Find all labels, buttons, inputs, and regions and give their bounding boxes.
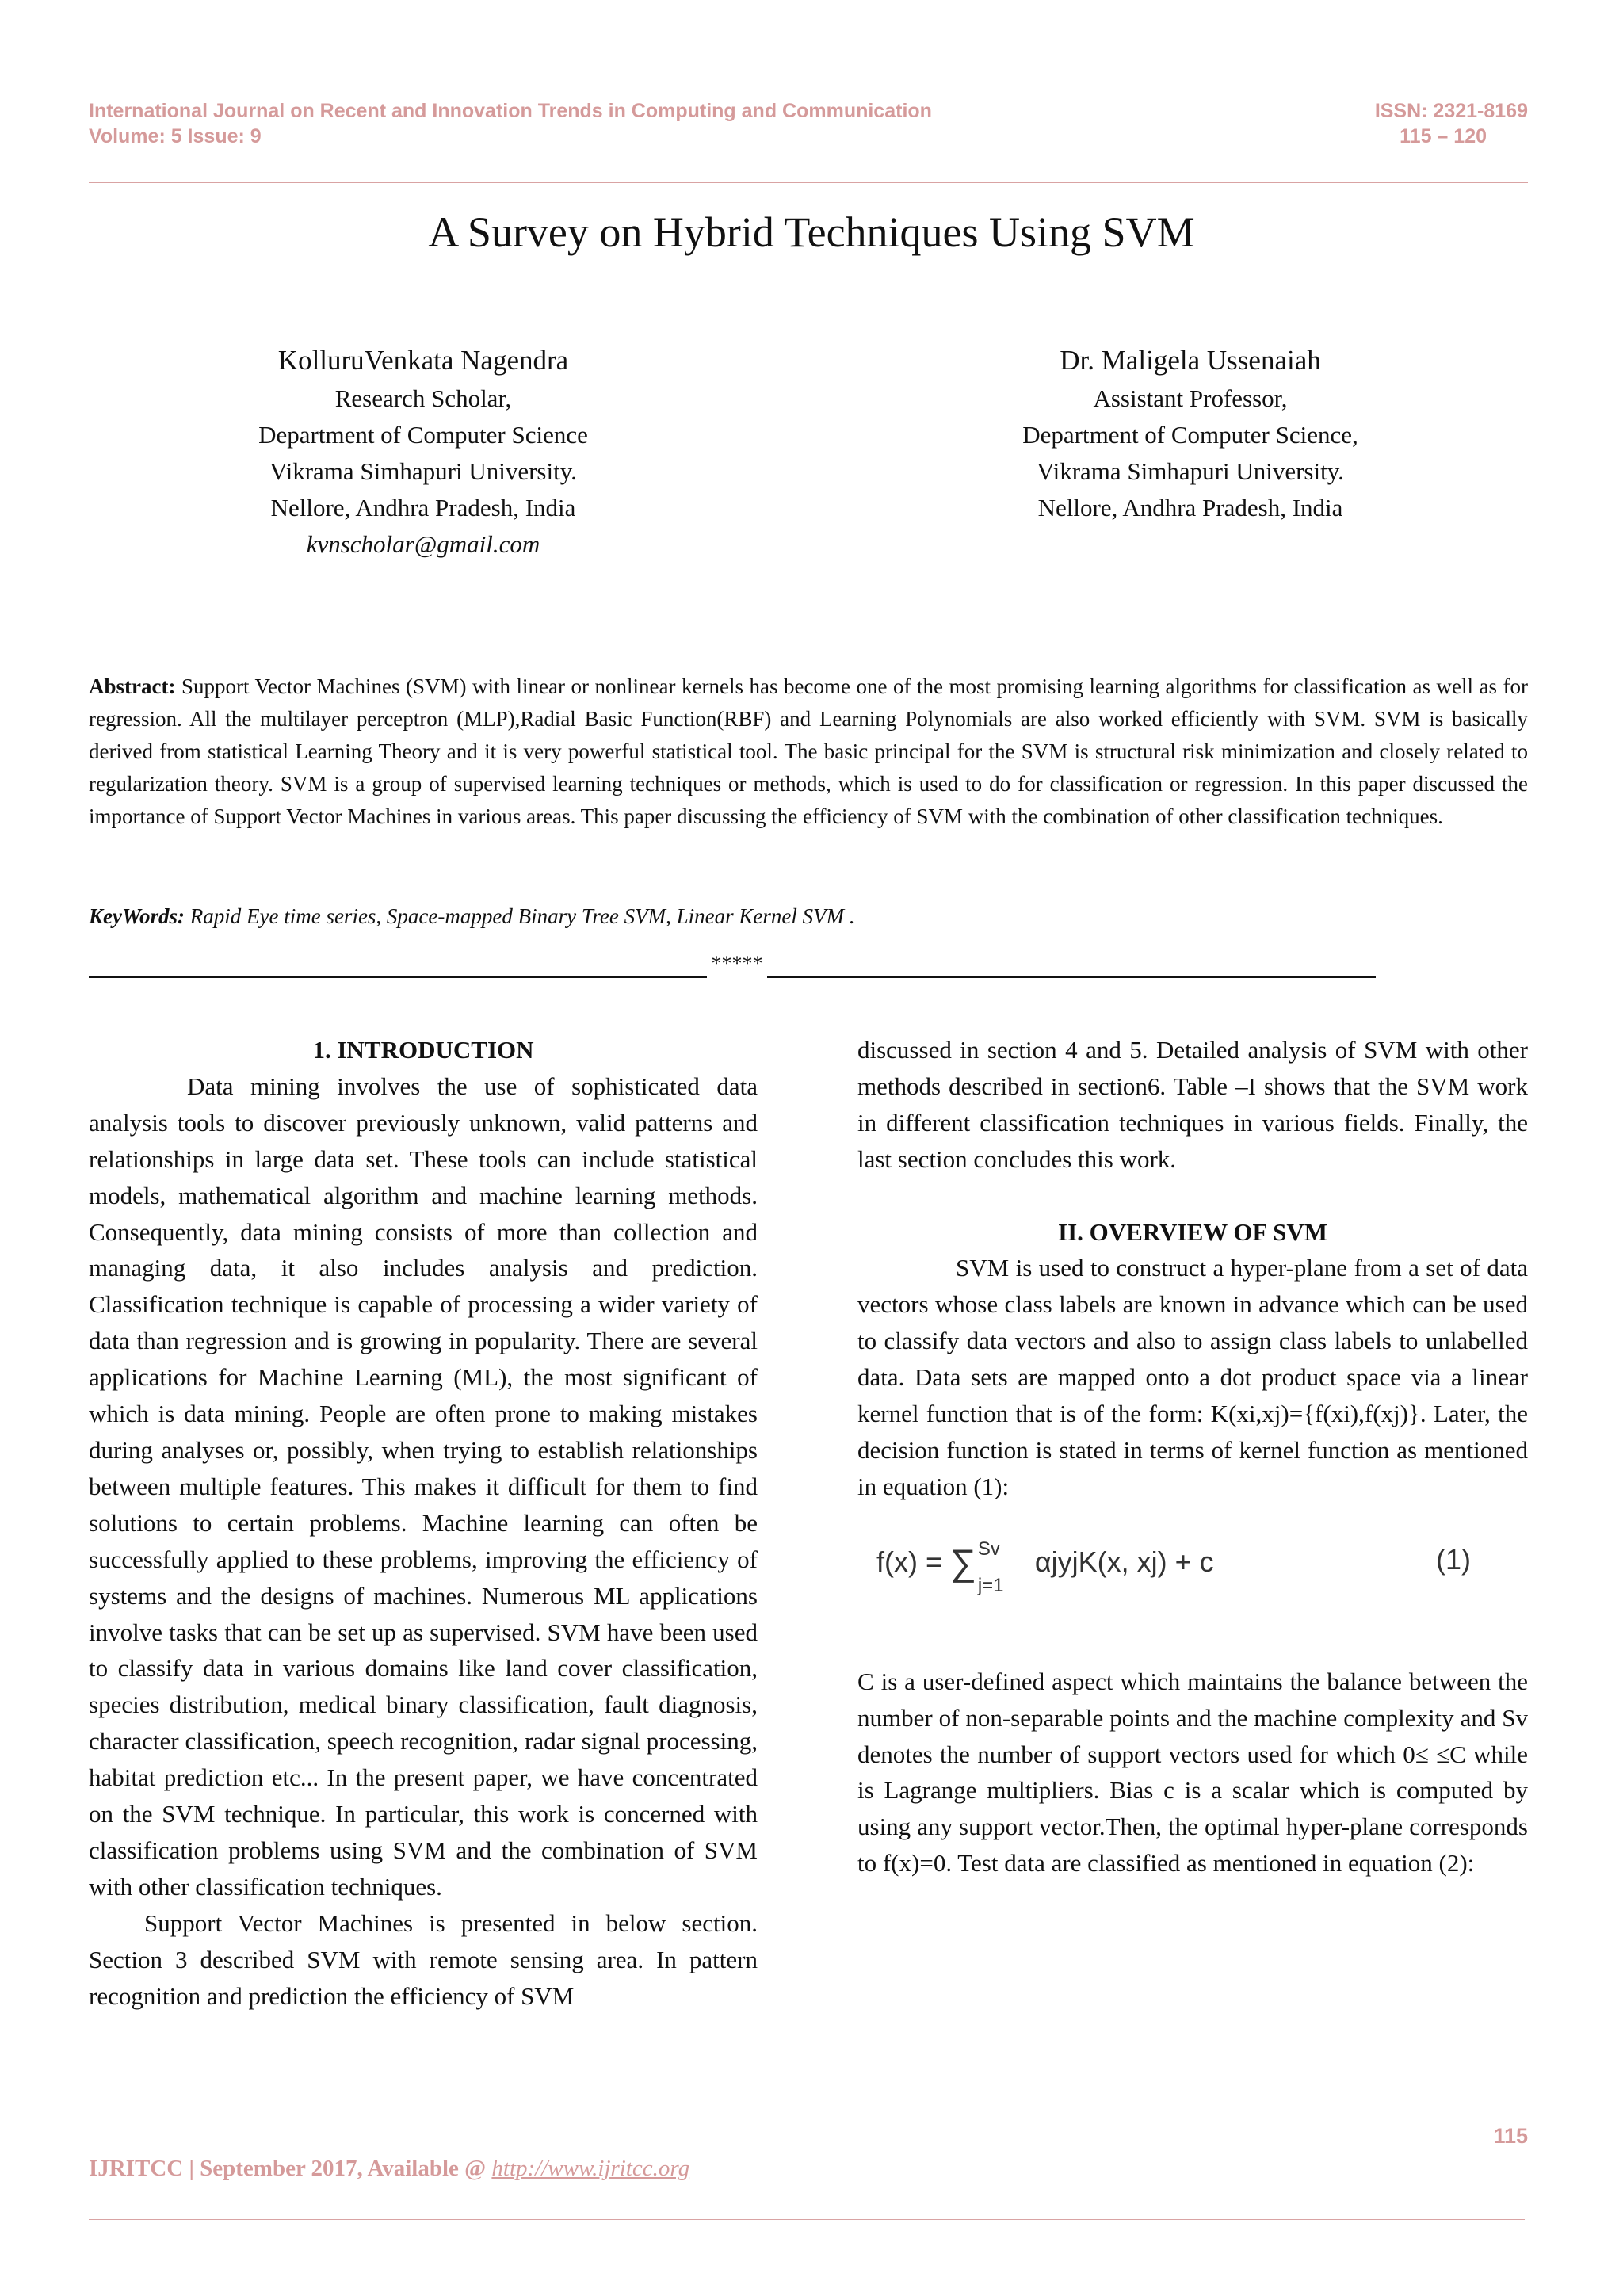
section-heading-introduction: 1. INTRODUCTION <box>312 1036 534 1064</box>
left-column <box>89 1032 758 2014</box>
overview-paragraph-2: C is a user-defined aspect which maintains the balance between the number of non-separable points and the machine complexity and Sv denotes the number of support vectors used for which 0≤ ≤C while is Lagrange multipliers. Bias c is a scalar which is computed by using any support vector.Then, the optimal hyper-plane corresponds to f(x)=0. Test data are classified as mentioned in equation (2): <box>857 1667 1528 1878</box>
overview-paragraph-1: SVM is used to construct a hyper-plane from a set of data vectors whose class labels are known in advance which can be used to classify data vectors and also to assign class labels to unlabelled data. Data sets are mapped onto a dot product space via a linear kernel function that is of the form: K(xi,xj)={f(xi),f(xj)}. Later, the decision function is stated in terms of kernel function as mentioned in equation (1): <box>857 1254 1528 1500</box>
summation-symbol: ∑ <box>950 1541 976 1583</box>
intro-paragraph-2: Support Vector Machines is presented in below section. Section 3 described SVM with remote sensing area. In pattern recognition and prediction the efficiency of SVM <box>89 1908 758 2010</box>
author-university: Vikrama Simhapuri University. <box>1037 457 1344 485</box>
paper-title: A Survey on Hybrid Techniques Using SVM <box>428 208 1195 256</box>
equation-number: (1) <box>1436 1542 1471 1576</box>
section-separator <box>89 948 1376 980</box>
keywords-label: KeyWords: <box>89 904 185 928</box>
abstract-label: Abstract: <box>89 674 176 698</box>
separator-line-left <box>89 976 707 978</box>
author-name: Dr. Maligela Ussenaiah <box>1060 345 1321 376</box>
footer-text: IJRITCC | September 2017, Available @ <box>89 2156 492 2181</box>
page-range: 115 – 120 <box>1400 125 1487 147</box>
keywords-text: Rapid Eye time series, Space-mapped Binary Tree SVM, Linear Kernel SVM . <box>189 904 855 928</box>
author-department: Department of Computer Science, <box>1022 421 1358 449</box>
footer-rule <box>89 2219 1525 2220</box>
author-2 <box>968 341 1412 526</box>
header-left <box>89 98 932 149</box>
author-university: Vikrama Simhapuri University. <box>269 457 577 485</box>
equation-1 <box>857 1505 1528 1664</box>
intro-paragraph-2-continued: discussed in section 4 and 5. Detailed analysis of SVM with other methods described in section6. Table –I shows that the SVM work in different classification techniques in various fields. Finally, the last section concludes this work. <box>857 1036 1528 1173</box>
author-role: Assistant Professor, <box>1093 384 1288 412</box>
right-column <box>857 1032 1528 1881</box>
journal-name: International Journal on Recent and Innovation Trends in Computing and Communication <box>89 100 932 122</box>
author-name: KolluruVenkata Nagendra <box>277 345 569 376</box>
issn: ISSN: 2321-8169 <box>1374 100 1528 122</box>
abstract-text: Support Vector Machines (SVM) with linear or nonlinear kernels has become one of the most promising learning algorithms for classification as well as for regression. All the multilayer perceptron (MLP),Radial Basic Function(RBF) and Learning Polynomials are also worked efficiently with SVM. SVM is basically derived from statistical Learning Theory and it is very powerful statistical tool. The basic principal for the SVM is structural risk minimization and closely related to regularization theory. SVM is a group of supervised learning techniques or methods, which is used to do for classification or regression. In this paper discussed the importance of Support Vector Machines in various areas. This paper discussing the efficiency of SVM with the combination of other classification techniques. <box>89 674 1529 828</box>
intro-paragraph-1: Data mining involves the use of sophisticated data analysis tools to discover previously unknown, valid patterns and relationships in large data set. These tools can include statistical models, mathematical algorithm and machine learning methods. Consequently, data mining consists of more than collection and managing data, it also includes analysis and prediction. Classification technique is capable of processing a wider variety of data than regression and is growing in popularity. There are several applications for Machine Learning (ML), the most significant of which is data mining. People are often prone to making mistakes during analyses or, possibly, when trying to establish relationships between multiple features. This makes it difficult for them to find solutions to certain problems. Machine learning can often be successfully applied to these problems, improving the efficiency of systems and the designs of machines. Numerous ML applications involve tasks that can be set up as supervised. SVM have been used to classify data in various domains like land cover classification, species distribution, medical binary classification, fault diagnosis, character classification, speech recognition, radar signal processing, habitat prediction etc... In the present paper, we have concentrated on the SVM technique. In particular, this work is concerned with classification problems using SVM and the combination of SVM with other classification techniques. <box>89 1072 758 1901</box>
author-role: Research Scholar, <box>334 384 512 412</box>
author-1 <box>201 341 645 563</box>
equation-body: αjyjK(x, xj) + c <box>1026 1545 1214 1578</box>
abstract <box>89 670 1528 833</box>
footer <box>89 2153 689 2184</box>
section-heading-overview: II. OVERVIEW OF SVM <box>1058 1217 1327 1246</box>
header-right <box>1375 98 1528 149</box>
author-location: Nellore, Andhra Pradesh, India <box>1037 494 1343 521</box>
paragraph-gap <box>857 1178 1528 1214</box>
summation-lower: j=1 <box>977 1575 1004 1597</box>
volume-issue: Volume: 5 Issue: 9 <box>89 125 262 147</box>
summation-limits <box>976 1538 1027 1597</box>
keywords <box>89 900 1528 932</box>
page-number: 115 <box>1493 2124 1528 2148</box>
equation-expression <box>876 1538 1214 1597</box>
author-department: Department of Computer Science <box>258 421 588 449</box>
footer-link[interactable]: http://www.ijritcc.org <box>491 2156 690 2181</box>
header-rule <box>89 182 1528 183</box>
equation-lhs: f(x) = <box>876 1545 951 1578</box>
separator-stars: ***** <box>711 952 763 975</box>
author-location: Nellore, Andhra Pradesh, India <box>270 494 576 521</box>
summation-upper: Sv <box>977 1538 1000 1561</box>
author-email: kvnscholar@gmail.com <box>306 530 540 558</box>
separator-line-right <box>767 976 1376 978</box>
